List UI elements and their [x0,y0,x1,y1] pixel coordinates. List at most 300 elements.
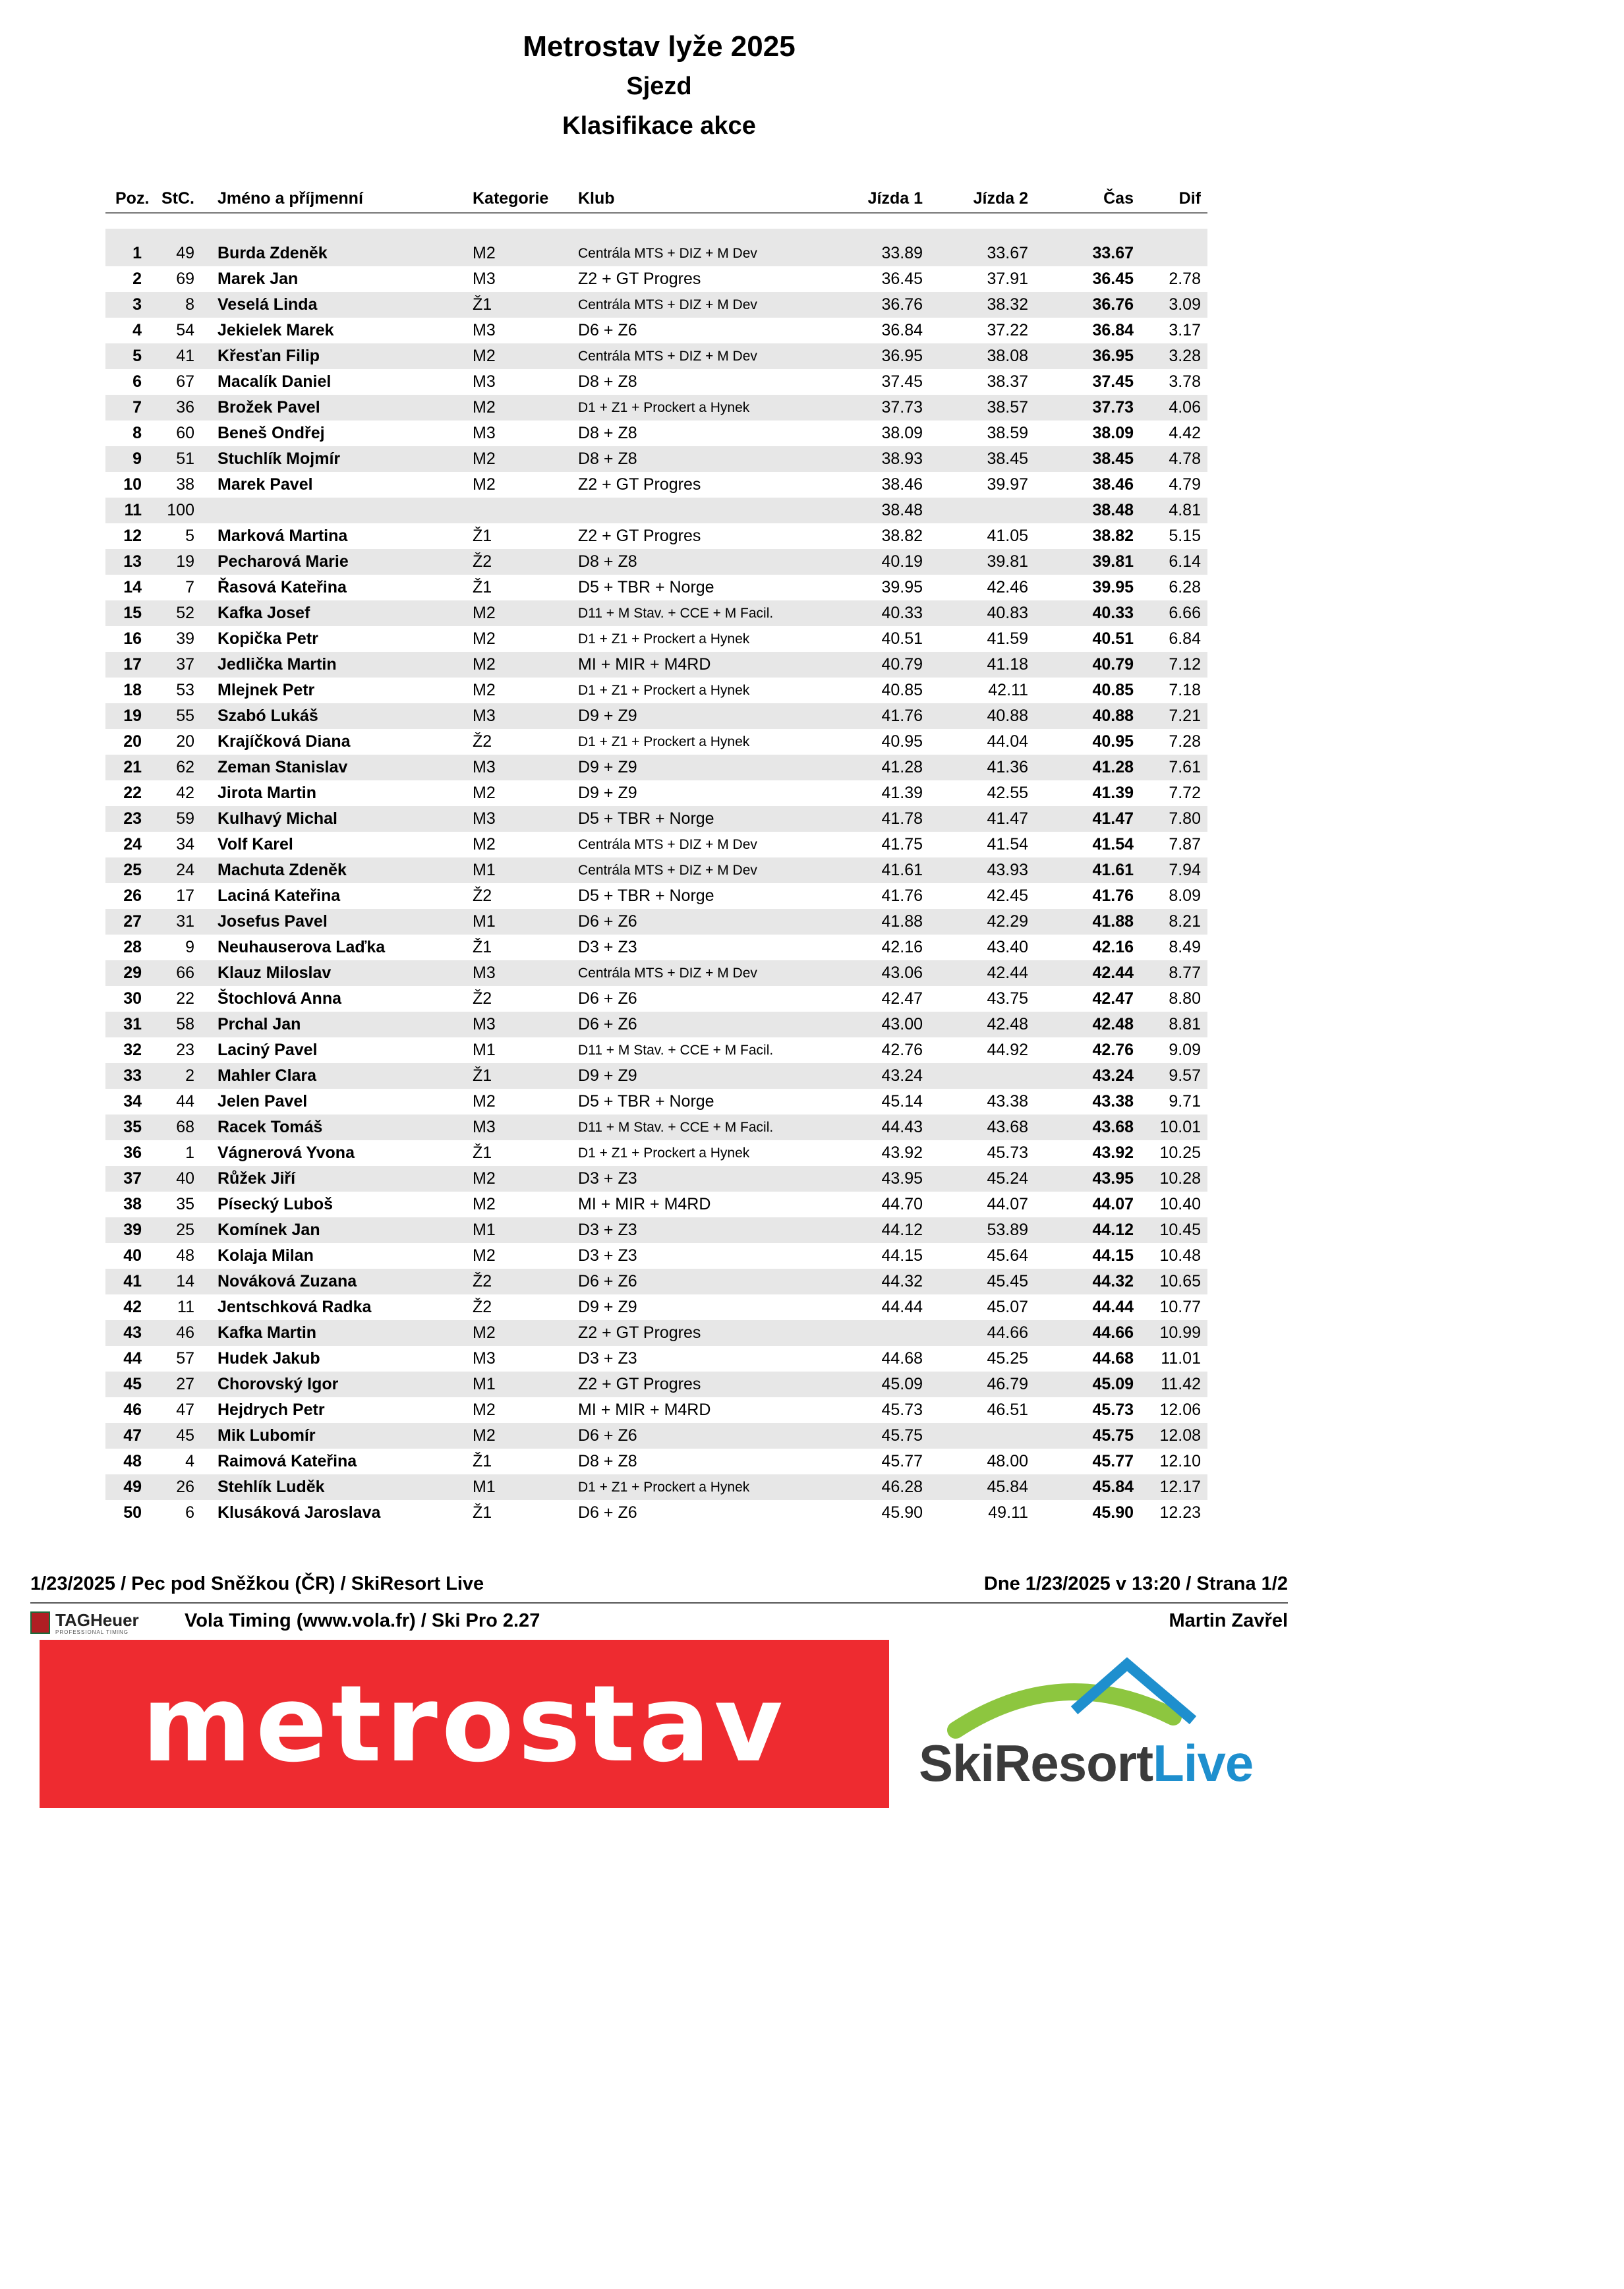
cell-name: Beneš Ondřej [218,424,325,442]
table-row [105,703,1207,729]
cell-dif: 7.18 [1169,681,1201,699]
cell-club: D1 + Z1 + Prockert a Hynek [578,734,750,749]
cell-j2: 41.47 [987,809,1028,828]
cell-name: Zeman Stanislav [218,758,348,776]
skiresort-wordmark-b: Live [1153,1734,1254,1792]
cell-name: Kafka Martin [218,1323,317,1342]
cell-pos: 15 [123,604,142,622]
tagheuer-tagline: PROFESSIONAL TIMING [55,1629,129,1635]
cell-j2: 37.91 [987,270,1028,288]
cell-cas: 33.67 [1092,244,1134,262]
cell-cat: M1 [473,1221,496,1239]
cell-name: Štochlová Anna [218,989,341,1008]
cell-cat: Ž1 [473,1452,492,1470]
table-row [105,420,1207,446]
cell-j2: 38.37 [987,372,1028,391]
cell-dif: 12.06 [1159,1401,1201,1419]
cell-j1: 45.09 [881,1375,923,1393]
cell-j1: 45.73 [881,1401,923,1419]
author: Martin Zavřel [1169,1610,1288,1631]
cell-cat: M2 [473,784,496,802]
cell-cas: 44.32 [1092,1272,1134,1290]
cell-dif: 9.71 [1169,1092,1201,1111]
cell-name: Neuhauserova Laďka [218,938,386,956]
table-row [105,1346,1207,1372]
cell-j1: 38.82 [881,527,923,545]
table-row [105,780,1207,806]
cell-j1: 45.14 [881,1092,923,1111]
cell-cas: 40.33 [1092,604,1134,622]
table-row [105,909,1207,935]
table-row [105,498,1207,523]
cell-name: Stuchlík Mojmír [218,449,341,468]
cell-pos: 33 [123,1066,142,1085]
cell-j1: 40.95 [881,732,923,751]
cell-dif: 3.17 [1169,321,1201,339]
table-row [105,1474,1207,1500]
cell-dif: 12.17 [1159,1478,1201,1496]
table-row [105,883,1207,909]
cell-stc: 62 [176,758,194,776]
cell-club: Z2 + GT Progres [578,1375,701,1393]
cell-j1: 44.12 [881,1221,923,1239]
cell-stc: 5 [185,527,194,545]
cell-j1: 40.19 [881,552,923,571]
table-row [105,986,1207,1012]
cell-cas: 38.82 [1092,527,1134,545]
cell-stc: 57 [176,1349,194,1368]
cell-cas: 40.95 [1092,732,1134,751]
cell-name: Kafka Josef [218,604,310,622]
cell-cat: Ž1 [473,578,492,596]
cell-dif: 4.42 [1169,424,1201,442]
cell-j2: 42.11 [988,681,1028,699]
cell-pos: 24 [123,835,142,854]
cell-cas: 43.95 [1092,1169,1134,1188]
cell-cat: M2 [473,1195,496,1213]
table-row [105,343,1207,369]
cell-stc: 23 [176,1041,194,1059]
cell-j2: 41.59 [987,629,1028,648]
cell-name: Hudek Jakub [218,1349,320,1368]
cell-pos: 34 [123,1092,142,1111]
table-row [105,1294,1207,1320]
cell-pos: 11 [124,501,142,519]
cell-dif: 11.42 [1161,1375,1201,1393]
cell-dif: 7.87 [1169,835,1201,854]
cell-dif: 8.49 [1169,938,1201,956]
cell-dif: 8.81 [1169,1015,1201,1033]
cell-pos: 41 [123,1272,142,1290]
cell-stc: 38 [176,475,194,494]
cell-stc: 67 [176,372,194,391]
table-row [105,1217,1207,1243]
cell-stc: 55 [176,707,194,725]
cell-j1: 41.39 [881,784,923,802]
cell-stc: 59 [176,809,194,828]
cell-cas: 39.95 [1092,578,1134,596]
cell-club: D5 + TBR + Norge [578,1092,714,1111]
cell-j2: 44.04 [987,732,1028,751]
col-j2: Jízda 2 [973,189,1028,208]
cell-j1: 37.45 [881,372,923,391]
cell-j2: 53.89 [987,1221,1028,1239]
cell-pos: 17 [123,655,142,674]
cell-j2: 41.05 [987,527,1028,545]
cell-pos: 49 [123,1478,142,1496]
page-subtitle: Sjezd [626,72,692,100]
cell-cat: M3 [473,372,496,391]
cell-dif: 10.28 [1159,1169,1201,1188]
cell-j2: 38.08 [987,347,1028,365]
cell-name: Jedlička Martin [218,655,337,674]
cell-j2: 41.36 [987,758,1028,776]
cell-name: Laciná Kateřina [218,886,341,905]
cell-j2: 40.83 [987,604,1028,622]
cell-stc: 4 [185,1452,194,1470]
cell-name: Řasová Kateřina [218,578,347,596]
cell-stc: 41 [176,347,194,365]
cell-cat: M3 [473,707,496,725]
table-row [105,806,1207,832]
cell-j2: 42.46 [987,578,1028,596]
cell-stc: 27 [176,1375,194,1393]
cell-dif: 6.66 [1169,604,1201,622]
cell-j1: 42.76 [881,1041,923,1059]
cell-cat: Ž1 [473,1066,492,1085]
cell-cas: 36.45 [1092,270,1134,288]
cell-stc: 6 [185,1503,194,1522]
cell-cas: 45.09 [1092,1375,1134,1393]
cell-j2: 38.59 [987,424,1028,442]
cell-j1: 43.24 [881,1066,923,1085]
cell-j1: 38.46 [881,475,923,494]
cell-dif: 7.94 [1169,861,1201,879]
cell-dif: 12.08 [1159,1426,1201,1445]
cell-cas: 41.76 [1092,886,1134,905]
cell-dif: 10.99 [1159,1323,1201,1342]
cell-j2: 45.24 [987,1169,1028,1188]
cell-j2: 42.55 [987,784,1028,802]
table-row [105,1397,1207,1423]
cell-j1: 36.84 [881,321,923,339]
cell-j2: 38.57 [987,398,1028,417]
cell-dif: 6.28 [1169,578,1201,596]
cell-stc: 22 [176,989,194,1008]
cell-stc: 1 [185,1144,194,1162]
cell-stc: 17 [176,886,194,905]
cell-pos: 27 [123,912,142,931]
cell-dif: 7.28 [1169,732,1201,751]
cell-cas: 40.79 [1092,655,1134,674]
cell-j2: 38.45 [987,449,1028,468]
cell-cat: M2 [473,449,496,468]
cell-pos: 10 [123,475,142,494]
cell-j1: 45.90 [881,1503,923,1522]
cell-pos: 4 [132,321,142,339]
cell-cat: M3 [473,424,496,442]
cell-club: D6 + Z6 [578,1426,637,1445]
cell-dif: 2.78 [1169,270,1201,288]
table-row [105,575,1207,600]
cell-cas: 44.15 [1092,1246,1134,1265]
col-cat: Kategorie [473,189,549,208]
cell-stc: 42 [176,784,194,802]
cell-club: D1 + Z1 + Prockert a Hynek [578,1145,750,1161]
cell-cat: M3 [473,809,496,828]
timing-info: Vola Timing (www.vola.fr) / Ski Pro 2.27 [185,1610,540,1631]
cell-cas: 37.45 [1092,372,1134,391]
table-row [105,1449,1207,1474]
cell-dif: 12.23 [1159,1503,1201,1522]
cell-cat: Ž1 [473,938,492,956]
cell-club: D6 + Z6 [578,321,637,339]
cell-cas: 38.48 [1092,501,1134,519]
cell-name: Jekielek Marek [218,321,334,339]
cell-pos: 43 [123,1323,142,1342]
cell-j2: 49.11 [988,1503,1028,1522]
cell-club: D9 + Z9 [578,1298,637,1316]
cell-j1: 46.28 [881,1478,923,1496]
cell-cas: 41.39 [1092,784,1134,802]
cell-cas: 43.92 [1092,1144,1134,1162]
cell-j2: 42.48 [987,1015,1028,1033]
cell-club: D1 + Z1 + Prockert a Hynek [578,631,750,647]
cell-j2: 45.25 [987,1349,1028,1368]
cell-j2: 42.44 [987,964,1028,982]
cell-name: Pecharová Marie [218,552,349,571]
cell-pos: 13 [123,552,142,571]
cell-cat: Ž2 [473,1272,492,1290]
cell-pos: 3 [132,295,142,314]
cell-j1: 36.45 [881,270,923,288]
skiresort-wordmark-a: SkiResort [919,1734,1153,1792]
cell-name: Krajíčková Diana [218,732,351,751]
cell-dif: 7.12 [1169,655,1201,674]
cell-cat: M2 [473,1169,496,1188]
cell-club: Z2 + GT Progres [578,270,701,288]
cell-pos: 50 [123,1503,142,1522]
table-row [105,729,1207,755]
cell-j2: 38.32 [987,295,1028,314]
cell-j1: 44.32 [881,1272,923,1290]
cell-pos: 37 [123,1169,142,1188]
cell-stc: 14 [176,1272,194,1290]
cell-dif: 4.78 [1169,449,1201,468]
cell-stc: 19 [176,552,194,571]
cell-dif: 10.77 [1159,1298,1201,1316]
cell-cat: M2 [473,1092,496,1111]
cell-stc: 34 [176,835,194,854]
cell-j1: 39.95 [881,578,923,596]
cell-cas: 41.54 [1092,835,1134,854]
cell-cas: 36.76 [1092,295,1134,314]
cell-j1: 38.48 [881,501,923,519]
cell-cas: 42.47 [1092,989,1134,1008]
cell-pos: 22 [123,784,142,802]
cell-cat: Ž1 [473,295,492,314]
cell-stc: 20 [176,732,194,751]
table-row [105,1320,1207,1346]
cell-cas: 38.46 [1092,475,1134,494]
cell-cat: M3 [473,1015,496,1033]
table-row [105,1063,1207,1089]
cell-club: D9 + Z9 [578,758,637,776]
cell-cas: 40.88 [1092,707,1134,725]
cell-stc: 40 [176,1169,194,1188]
cell-cas: 40.85 [1092,681,1134,699]
table-row [105,678,1207,703]
cell-dif: 5.15 [1169,527,1201,545]
cell-pos: 30 [123,989,142,1008]
cell-j2: 43.68 [987,1118,1028,1136]
cell-cat: M3 [473,1349,496,1368]
table-row [105,1166,1207,1192]
table-row [105,652,1207,678]
cell-stc: 58 [176,1015,194,1033]
cell-name: Burda Zdeněk [218,244,328,262]
cell-club: D3 + Z3 [578,1246,637,1265]
cell-pos: 8 [132,424,142,442]
cell-club: D5 + TBR + Norge [578,886,714,905]
cell-stc: 7 [185,578,194,596]
cell-cat: M1 [473,861,496,879]
cell-j2: 40.88 [987,707,1028,725]
cell-dif: 3.28 [1169,347,1201,365]
cell-j1: 40.85 [881,681,923,699]
cell-club: D8 + Z8 [578,449,637,468]
table-row [105,626,1207,652]
cell-name: Jirota Martin [218,784,317,802]
cell-j1: 40.33 [881,604,923,622]
cell-cas: 44.07 [1092,1195,1134,1213]
cell-club: D11 + M Stav. + CCE + M Facil. [578,606,774,621]
cell-cas: 42.48 [1092,1015,1134,1033]
cell-pos: 14 [123,578,142,596]
cell-cat: M2 [473,835,496,854]
cell-j1: 44.68 [881,1349,923,1368]
col-name: Jméno a příjmenní [218,189,363,208]
cell-stc: 46 [176,1323,194,1342]
cell-pos: 39 [123,1221,142,1239]
cell-j1: 44.15 [881,1246,923,1265]
cell-pos: 12 [123,527,142,545]
table-row [105,1243,1207,1269]
cell-j2: 41.54 [987,835,1028,854]
table-row [105,549,1207,575]
cell-name: Racek Tomáš [218,1118,323,1136]
cell-pos: 16 [123,629,142,648]
table-row [105,960,1207,986]
cell-dif: 8.77 [1169,964,1201,982]
cell-club: Centrála MTS + DIZ + M Dev [578,966,757,981]
cell-cat: M3 [473,321,496,339]
cell-club: D6 + Z6 [578,912,637,931]
table-row [105,318,1207,343]
cell-club: D11 + M Stav. + CCE + M Facil. [578,1120,774,1135]
cell-stc: 51 [176,449,194,468]
cell-j2: 48.00 [987,1452,1028,1470]
cell-cas: 41.88 [1092,912,1134,931]
cell-cat: Ž1 [473,1503,492,1522]
cell-name: Hejdrych Petr [218,1401,325,1419]
cell-club: D1 + Z1 + Prockert a Hynek [578,683,750,698]
page-title: Metrostav lyže 2025 [523,30,796,63]
cell-cas: 45.90 [1092,1503,1134,1522]
cell-club: D6 + Z6 [578,1503,637,1522]
cell-pos: 48 [123,1452,142,1470]
cell-club: Z2 + GT Progres [578,475,701,494]
cell-dif: 4.79 [1169,475,1201,494]
event-info: 1/23/2025 / Pec pod Sněžkou (ČR) / SkiResort Live [30,1573,484,1594]
cell-name: Jentschková Radka [218,1298,372,1316]
table-row [105,241,1207,266]
cell-name: Růžek Jiří [218,1169,296,1188]
cell-pos: 28 [123,938,142,956]
cell-j1: 38.93 [881,449,923,468]
cell-j1: 41.61 [881,861,923,879]
cell-dif: 10.40 [1159,1195,1201,1213]
cell-pos: 21 [123,758,142,776]
cell-club: Centrála MTS + DIZ + M Dev [578,246,757,261]
cell-name: Brožek Pavel [218,398,320,417]
cell-j1: 40.79 [881,655,923,674]
page-subtitle-2: Klasifikace akce [562,112,756,140]
cell-dif: 8.80 [1169,989,1201,1008]
cell-name: Prchal Jan [218,1015,301,1033]
table-row [105,446,1207,472]
table-row [105,1269,1207,1294]
cell-pos: 46 [123,1401,142,1419]
cell-j1: 43.92 [881,1144,923,1162]
table-row [105,1192,1207,1217]
table-row [105,523,1207,549]
cell-j2: 44.92 [987,1041,1028,1059]
metrostav-logo [40,1640,889,1808]
cell-club: D3 + Z3 [578,938,637,956]
table-row [105,369,1207,395]
cell-j1: 43.06 [881,964,923,982]
cell-stc: 36 [176,398,194,417]
table-row [105,1012,1207,1037]
cell-j1: 36.76 [881,295,923,314]
table-header [105,186,1207,212]
cell-stc: 2 [185,1066,194,1085]
cell-dif: 10.25 [1159,1144,1201,1162]
cell-club: D1 + Z1 + Prockert a Hynek [578,400,750,415]
cell-name: Volf Karel [218,835,293,854]
cell-pos: 47 [123,1426,142,1445]
col-j1: Jízda 1 [867,189,923,208]
cell-cat: M3 [473,270,496,288]
table-row [105,1140,1207,1166]
cell-pos: 20 [123,732,142,751]
cell-dif: 7.61 [1169,758,1201,776]
cell-pos: 42 [123,1298,142,1316]
cell-cat: M2 [473,1323,496,1342]
table-row [105,832,1207,857]
cell-j1: 45.75 [881,1426,923,1445]
table-row [105,935,1207,960]
cell-j1: 44.44 [881,1298,923,1316]
cell-cat: Ž1 [473,1144,492,1162]
cell-j1: 42.47 [881,989,923,1008]
cell-pos: 19 [123,707,142,725]
cell-j2: 33.67 [987,244,1028,262]
cell-club: D9 + Z9 [578,784,637,802]
cell-cas: 45.73 [1092,1401,1134,1419]
cell-cat: Ž1 [473,527,492,545]
